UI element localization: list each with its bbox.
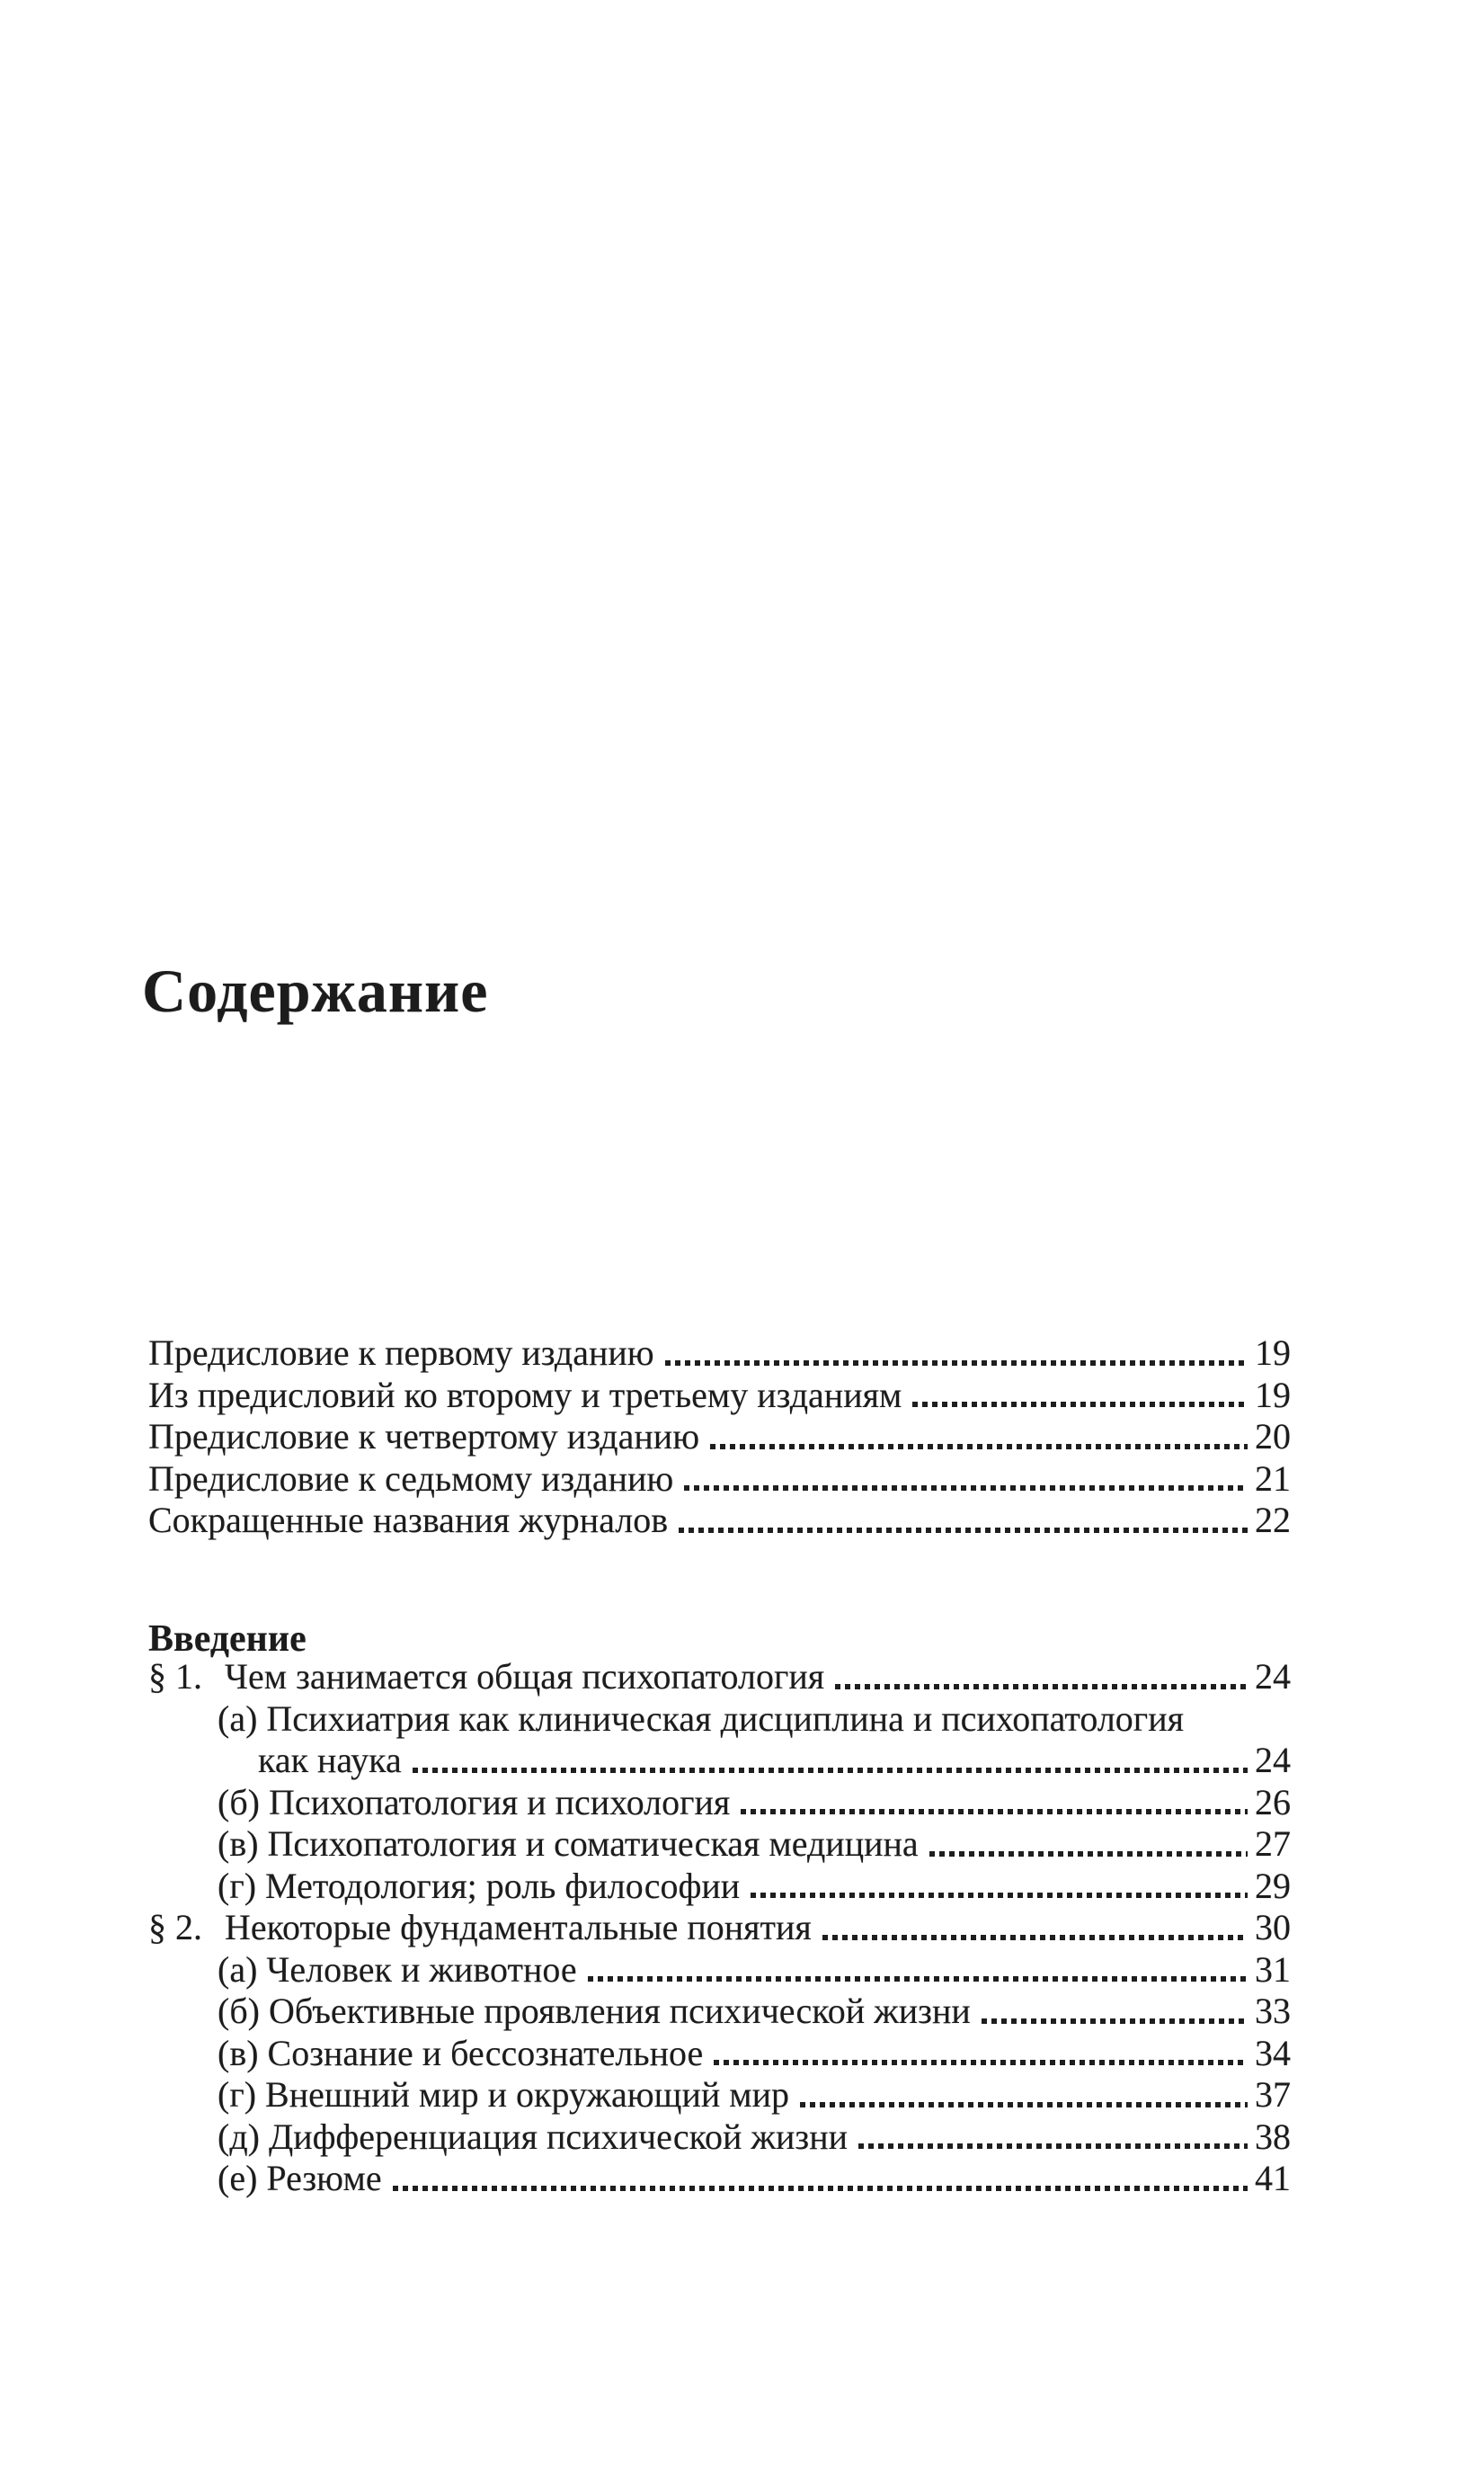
- introduction-toc-list: [148, 1656, 1291, 2200]
- dot-leader: [982, 2018, 1248, 2024]
- toc-entry-label: (д) Дифференциация психической жизни: [218, 2116, 849, 2157]
- dot-leader: [858, 2143, 1248, 2149]
- dot-leader: [393, 2186, 1248, 2191]
- dot-leader: [912, 1402, 1248, 1407]
- toc-entry: [148, 1500, 1291, 1542]
- toc-page-number: 29: [1255, 1865, 1291, 1906]
- toc-entry-label: (а) Психиатрия как клиническая дисциплина и психопатология: [218, 1697, 1184, 1739]
- toc-entry-label: Некоторые фундаментальные понятия: [225, 1907, 812, 1947]
- toc-entry-wrapped-line2: [148, 1740, 1291, 1782]
- dot-leader: [800, 2102, 1248, 2107]
- toc-entry-label: (г) Внешний мир и окружающий мир: [218, 2074, 790, 2115]
- toc-entry-label: (а) Человек и животное: [218, 1948, 577, 1990]
- toc-entry-sub: [148, 2033, 1291, 2075]
- toc-entry-sub: [148, 1782, 1291, 1824]
- toc-page-number: 37: [1255, 2074, 1291, 2115]
- toc-page-number: 20: [1255, 1416, 1291, 1457]
- toc-page-number: 22: [1255, 1500, 1291, 1540]
- toc-entry: [148, 1416, 1291, 1458]
- toc-page-number: 27: [1255, 1823, 1291, 1864]
- toc-page-number: 41: [1255, 2158, 1291, 2198]
- toc-entry: [148, 1458, 1291, 1501]
- dot-leader: [929, 1851, 1248, 1857]
- toc-entry-label: (б) Объективные проявления психической жизни: [218, 1991, 971, 2031]
- toc-entry-label: (г) Методология; роль философии: [218, 1865, 741, 1906]
- dot-leader: [413, 1768, 1248, 1773]
- dot-leader: [710, 1444, 1248, 1449]
- dot-leader: [665, 1360, 1248, 1366]
- toc-entry-label: (б) Психопатология и психология: [218, 1781, 731, 1822]
- toc-entry-sub: [148, 1866, 1291, 1908]
- toc-entry-label: (в) Сознание и бессознательное: [218, 2032, 704, 2073]
- toc-page-number: 26: [1255, 1781, 1291, 1822]
- dot-leader: [751, 1893, 1248, 1898]
- toc-entry-label: Чем занимается общая психопатология: [225, 1656, 825, 1697]
- dot-leader: [822, 1935, 1248, 1940]
- section-heading-introduction: Введение: [148, 1617, 307, 1660]
- toc-entry-sub: [148, 2158, 1291, 2200]
- toc-entry-label: Из предисловий ко второму и третьему изданиям: [148, 1374, 902, 1415]
- toc-page-number: 38: [1255, 2116, 1291, 2157]
- toc-entry-section: [148, 1656, 1291, 1698]
- dot-leader: [588, 1976, 1248, 1982]
- toc-entry-label: Предисловие к четвертому изданию: [148, 1416, 700, 1457]
- toc-page-number: 34: [1255, 2032, 1291, 2073]
- toc-page-number: 24: [1255, 1656, 1291, 1697]
- toc-entry-label: (е) Резюме: [218, 2158, 382, 2198]
- dot-leader: [679, 1528, 1248, 1533]
- toc-entry-label: (в) Психопатология и соматическая медицина: [218, 1823, 919, 1864]
- dot-leader: [714, 2060, 1248, 2065]
- dot-leader: [684, 1485, 1248, 1491]
- toc-page-number: 21: [1255, 1457, 1291, 1499]
- toc-entry-wrapped-line1: [148, 1698, 1291, 1741]
- toc-entry-sub: [148, 1991, 1291, 2033]
- toc-page-number: 24: [1255, 1740, 1291, 1780]
- page-title: Содержание: [142, 956, 489, 1025]
- toc-entry-label: Предисловие к первому изданию: [148, 1332, 654, 1373]
- toc-entry-label: как наука: [258, 1740, 402, 1780]
- toc-entry-sub: [148, 2074, 1291, 2116]
- toc-entry-label: Сокращенные названия журналов: [148, 1500, 669, 1540]
- toc-entry: [148, 1332, 1291, 1375]
- front-matter-toc-list: [148, 1332, 1291, 1542]
- toc-page-number: 19: [1255, 1374, 1291, 1415]
- section-number: § 1.: [148, 1656, 202, 1697]
- toc-page-number: 30: [1255, 1907, 1291, 1947]
- toc-entry-sub: [148, 1949, 1291, 1991]
- toc-entry-sub: [148, 1823, 1291, 1866]
- toc-entry-label: Предисловие к седьмому изданию: [148, 1457, 674, 1499]
- toc-entry: [148, 1375, 1291, 1417]
- toc-entry-sub: [148, 2116, 1291, 2159]
- dot-leader: [835, 1684, 1248, 1689]
- toc-page-number: 31: [1255, 1948, 1291, 1990]
- dot-leader: [741, 1809, 1248, 1814]
- toc-page-number: 33: [1255, 1991, 1291, 2031]
- toc-entry-section: [148, 1907, 1291, 1949]
- toc-page-number: 19: [1255, 1332, 1291, 1373]
- section-number: § 2.: [148, 1907, 202, 1947]
